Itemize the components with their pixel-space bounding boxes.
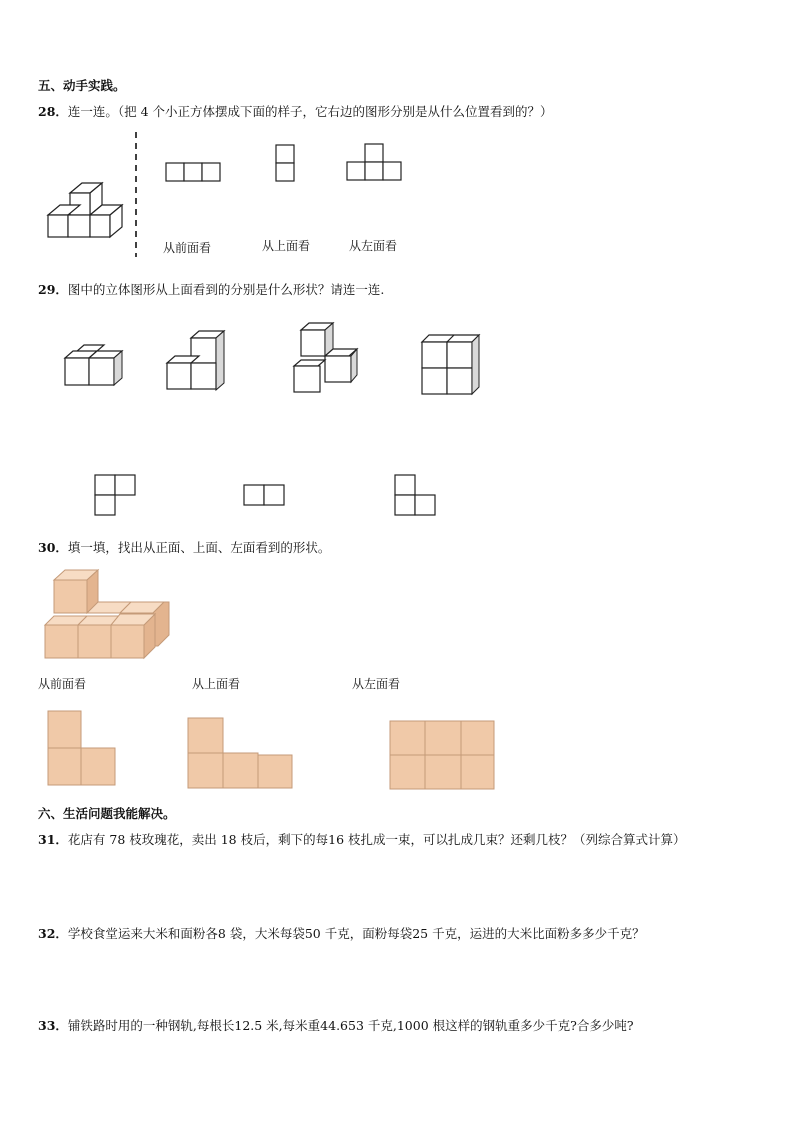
question-33 [38,1018,634,1034]
question-33-text: 铺铁路时用的一种钢轨,每根长12.5 米,每米重44.653 千克,1000 根这样的钢轨重多少千克?合多少吨? [67,1018,634,1033]
question-30-text: 填一填，找出从正面、上面、左面看到的形状。 [67,540,331,555]
q28-label-front: 从前面看 [163,241,212,255]
q29-top-view-1 [94,474,139,519]
q29-solid-2 [166,326,236,391]
q28-label-left: 从左面看 [349,239,398,253]
q29-solid-4 [421,334,491,399]
question-28 [38,104,553,120]
q29-top-view-3 [394,474,439,519]
q28-dashed-divider [134,132,140,257]
q30-label-top: 从上面看 [192,677,241,691]
q30-label-front: 从前面看 [38,677,87,691]
q28-view-column-two [275,144,297,184]
question-33-number: 33． [38,1018,68,1033]
q28-cube-stack [40,178,170,288]
question-32 [38,926,645,942]
q30-top-view [187,717,297,792]
question-29-text: 图中的立体图形从上面看到的分别是什么形状？请连一连. [67,282,385,297]
q29-solid-1 [64,340,134,390]
section-five-title: 五、动手实践。 [38,78,126,93]
question-31-text: 花店有 78 枝玫瑰花，卖出 18 枝后，剩下的每16 枝扎成一束，可以扎成几束？还剩几枝？（列综合算式计算） [67,832,686,847]
question-32-text: 学校食堂运来大米和面粉各8 袋，大米每袋50 千克，面粉每袋25 千克，运进的大米比面粉多多少千克？ [67,926,645,941]
q29-solid-3 [293,322,373,397]
section-six-title: 六、生活问题我能解决。 [38,806,176,821]
question-28-text: 连一连。（把 4 个小正方体摆成下面的样子，它右边的图形分别是从什么位置看到的？） [67,104,553,119]
question-31-number: 31． [38,832,68,847]
q28-view-t-shape [346,143,408,185]
q28-view-row-three [165,162,225,184]
question-30 [38,540,330,556]
q28-label-top: 从上面看 [262,239,311,253]
q30-label-left: 从左面看 [352,677,401,691]
question-32-number: 32． [38,926,68,941]
question-28-number: 28． [38,104,68,119]
question-29 [38,282,384,298]
q30-cube-solid [44,568,179,663]
question-30-number: 30． [38,540,68,555]
q29-top-view-2 [243,484,288,509]
question-29-number: 29． [38,282,68,297]
q30-front-view [47,710,119,790]
q30-left-view [389,720,499,792]
question-31 [38,832,686,848]
